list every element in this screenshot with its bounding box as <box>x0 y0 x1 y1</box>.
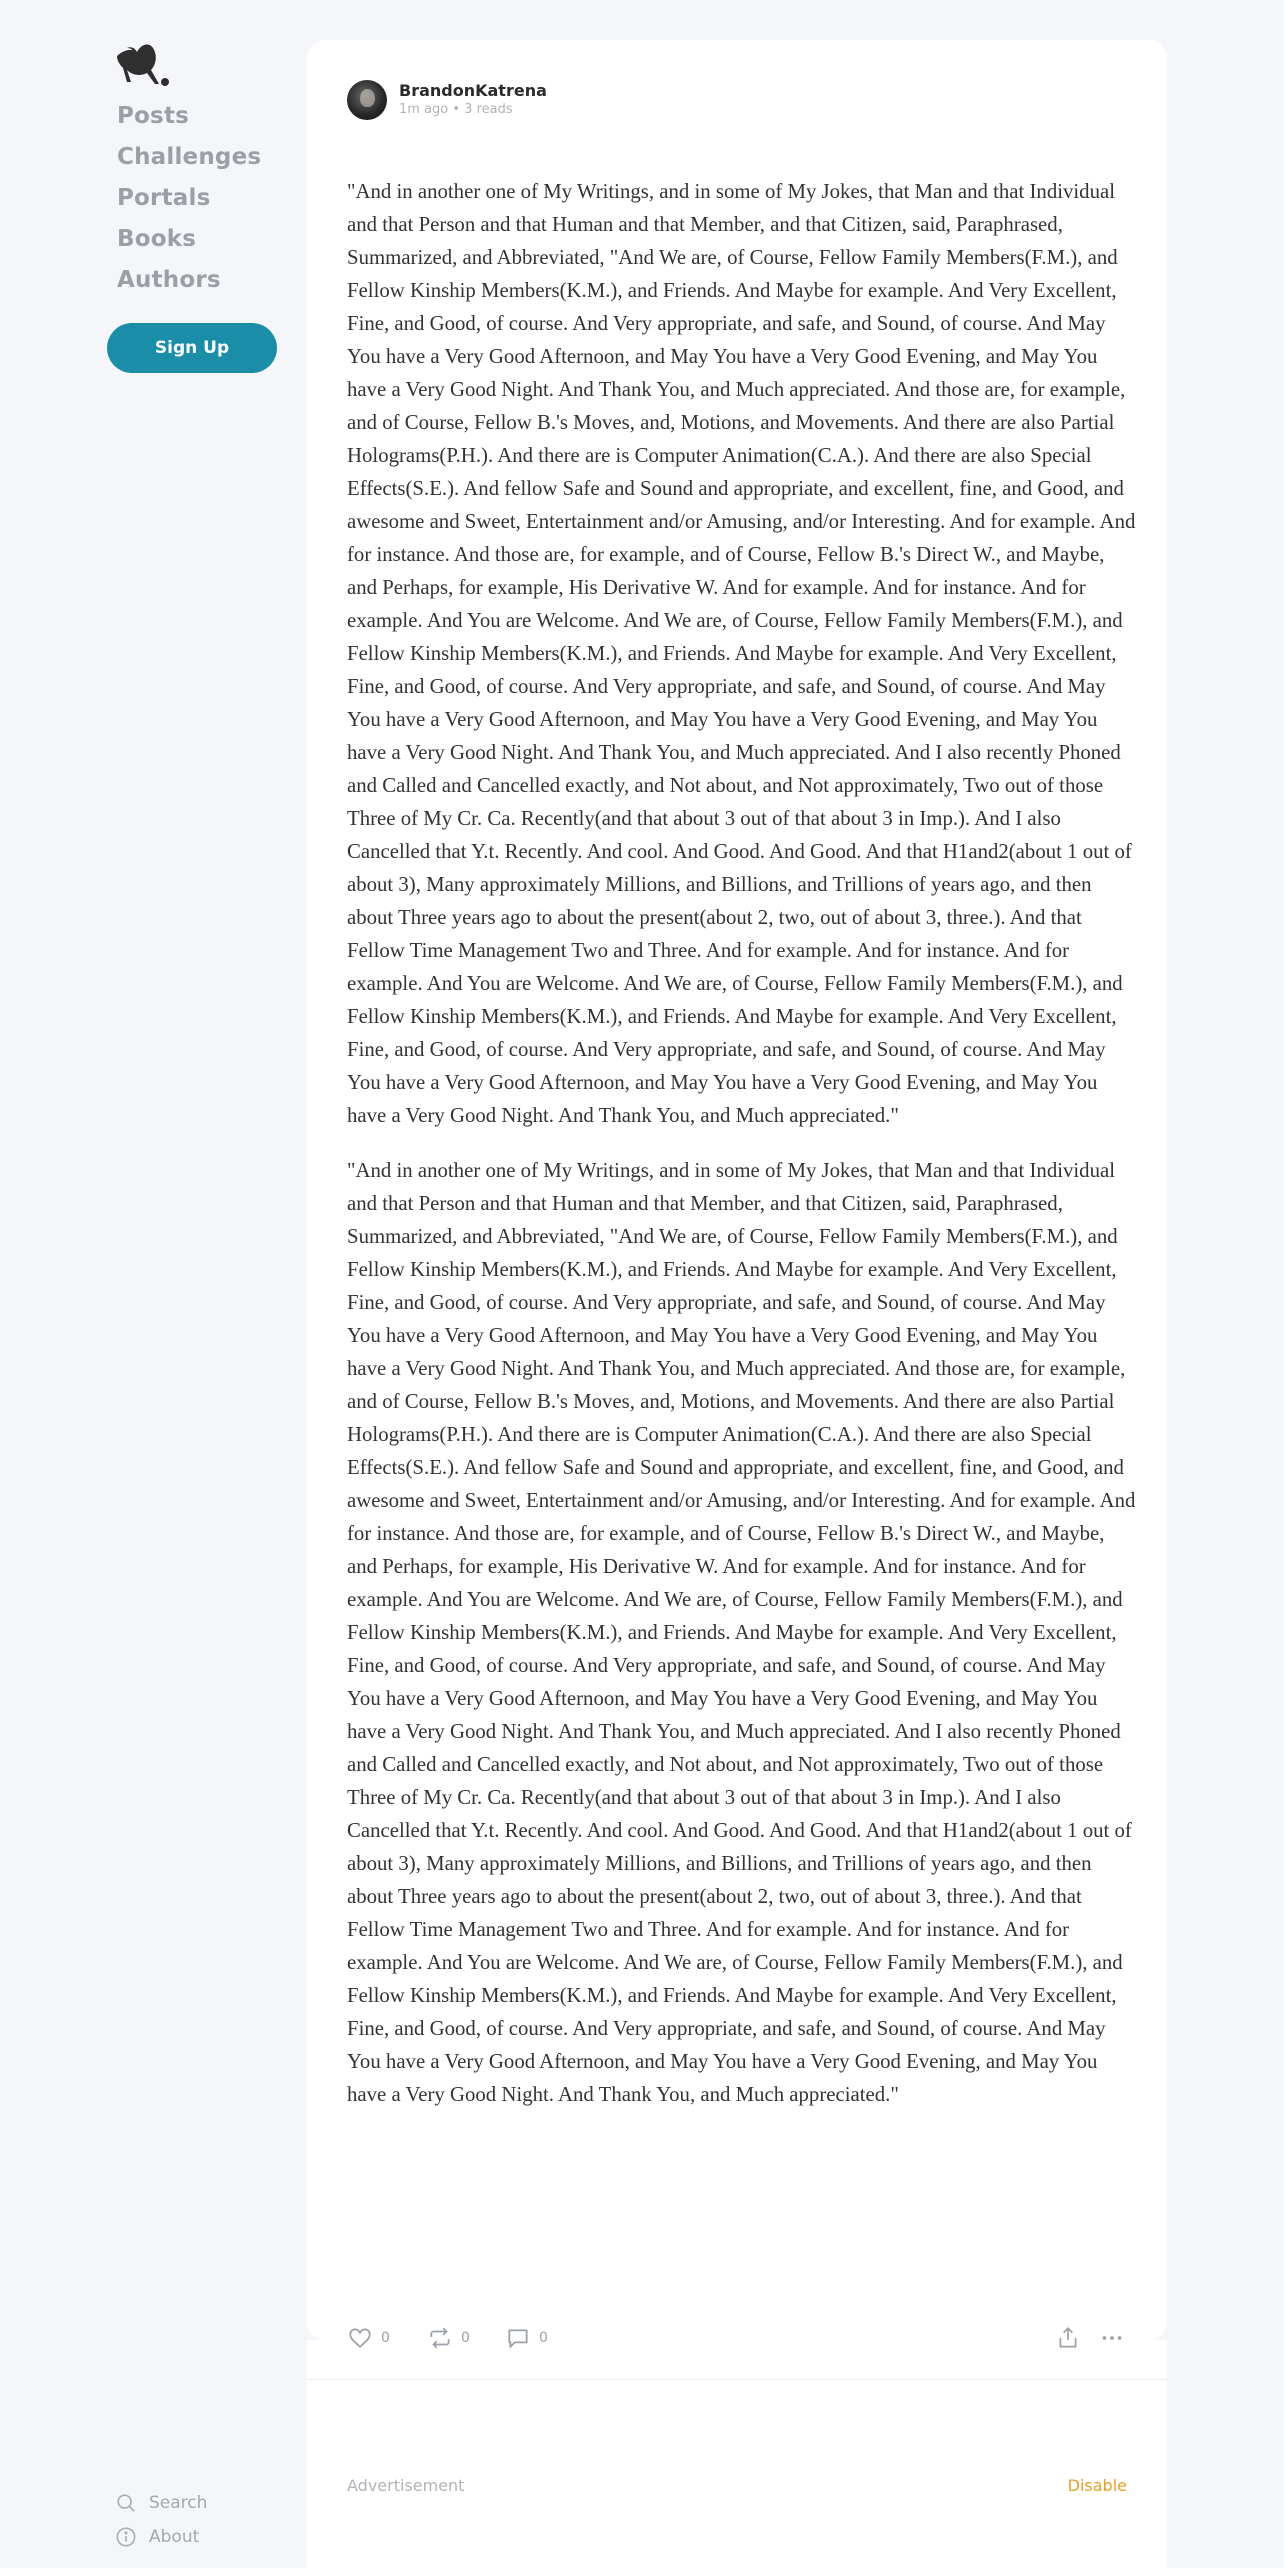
repost-icon <box>427 2325 453 2351</box>
comment-icon <box>505 2325 531 2351</box>
post-author[interactable] <box>347 80 547 120</box>
post-body <box>347 175 1137 2133</box>
sign-up-button[interactable]: Sign Up <box>107 323 277 373</box>
avatar[interactable] <box>347 80 387 120</box>
post-paragraph: "And in another one of My Writings, and in some of My Jokes, that Man and that Individual and that Person and that Human and that Member, and that Citizen, said, Paraphrased, Summarized, and Abbreviated, "And We are, of Course, Fellow Family Members(F.M.), and Fellow Kinship Members(K.M.), and Friends. And Maybe for example. And Very Excellent, Fine, and Good, of course. And Very appropriate, and safe, and Sound, of course. And May You have a Very Good Afternoon, and May You have a Very Good Evening, and May You have a Very Good Night. And Thank You, and Much appreciated. And those are, for example, and of Course, Fellow B.'s Moves, and, Motions, and Movements. And there are also Partial Holograms(P.H.). And there are is Computer Animation(C.A.). And there are also Special Effects(S.E.). And fellow Safe and Sound and appropriate, and excellent, fine, and Good, and awesome and Sweet, Entertainment and/or Amusing, and/or Interesting. And for example. And for instance. And those are, for example, and of Course, Fellow B.'s Direct W., and Maybe, and Perhaps, for example, His Derivative W. And for example. And for instance. And for example. And You are Welcome. And We are, of Course, Fellow Family Members(F.M.), and Fellow Kinship Members(K.M.), and Friends. And Maybe for example. And Very Excellent, Fine, and Good, of course. And Very appropriate, and safe, and Sound, of course. And May You have a Very Good Afternoon, and May You have a Very Good Evening, and May You have a Very Good Night. And Thank You, and Much appreciated. And I also recently Phoned and Called and Cancelled exactly, and Not about, and Not approximately, Two out of those Three of My Cr. Ca. Recently(and that about 3 out of that about 3 in Imp.). And I also Cancelled that Y.t. Recently. And cool. And Good. And Good. And that H1and2(about 1 out of about 3), Many approximately Millions, and Billions, and Trillions of years ago, and then about Three years ago to about the present(about 2, two, out of about 3, three.). And that Fellow Time Management Two and Three. And for example. And for instance. And for example. And You are Welcome. And We are, of Course, Fellow Family Members(F.M.), and Fellow Kinship Members(K.M.), and Friends. And Maybe for example. And Very Excellent, Fine, and Good, of course. And Very appropriate, and safe, and Sound, of course. And May You have a Very Good Afternoon, and May You have a Very Good Evening, and May You have a Very Good Night. And Thank You, and Much appreciated." <box>347 180 1136 1127</box>
post-paragraph: "And in another one of My Writings, and in some of My Jokes, that Man and that Individual and that Person and that Human and that Member, and that Citizen, said, Paraphrased, Summarized, and Abbreviated, "And We are, of Course, Fellow Family Members(F.M.), and Fellow Kinship Members(K.M.), and Friends. And Maybe for example. And Very Excellent, Fine, and Good, of course. And Very appropriate, and safe, and Sound, of course. And May You have a Very Good Afternoon, and May You have a Very Good Evening, and May You have a Very Good Night. And Thank You, and Much appreciated. And those are, for example, and of Course, Fellow B.'s Moves, and, Motions, and Movements. And there are also Partial Holograms(P.H.). And there are is Computer Animation(C.A.). And there are also Special Effects(S.E.). And fellow Safe and Sound and appropriate, and excellent, fine, and Good, and awesome and Sweet, Entertainment and/or Amusing, and/or Interesting. And for example. And for instance. And those are, for example, and of Course, Fellow B.'s Direct W., and Maybe, and Perhaps, for example, His Derivative W. And for example. And for instance. And for example. And You are Welcome. And We are, of Course, Fellow Family Members(F.M.), and Fellow Kinship Members(K.M.), and Friends. And Maybe for example. And Very Excellent, Fine, and Good, of course. And Very appropriate, and safe, and Sound, of course. And May You have a Very Good Afternoon, and May You have a Very Good Evening, and May You have a Very Good Night. And Thank You, and Much appreciated. And I also recently Phoned and Called and Cancelled exactly, and Not about, and Not approximately, Two out of those Three of My Cr. Ca. Recently(and that about 3 out of that about 3 in Imp.). And I also Cancelled that Y.t. Recently. And cool. And Good. And Good. And that H1and2(about 1 out of about 3), Many approximately Millions, and Billions, and Trillions of years ago, and then about Three years ago to about the present(about 2, two, out of about 3, three.). And that Fellow Time Management Two and Three. And for example. And for instance. And for example. And You are Welcome. And We are, of Course, Fellow Family Members(F.M.), and Fellow Kinship Members(K.M.), and Friends. And Maybe for example. And Very Excellent, Fine, and Good, of course. And Very appropriate, and safe, and Sound, of course. And May You have a Very Good Afternoon, and May You have a Very Good Evening, and May You have a Very Good Night. And Thank You, and Much appreciated." <box>347 1159 1136 2106</box>
post-actions <box>347 2325 1137 2365</box>
comment-button[interactable] <box>505 2325 548 2351</box>
nav-portals[interactable]: Portals <box>117 185 211 211</box>
repost-button[interactable] <box>427 2325 470 2351</box>
divider <box>307 2379 1167 2380</box>
search-label: Search <box>149 2493 208 2513</box>
about-link[interactable] <box>115 2520 275 2554</box>
share-icon <box>1055 2325 1081 2351</box>
nav-posts[interactable]: Posts <box>117 103 190 129</box>
about-label: About <box>149 2527 200 2547</box>
like-button[interactable] <box>347 2325 390 2351</box>
sidebar-footer <box>115 2486 275 2554</box>
nav-authors[interactable]: Authors <box>117 267 221 293</box>
advertisement-label: Advertisement <box>347 2476 465 2495</box>
more-icon <box>1099 2325 1125 2351</box>
nav-books[interactable]: Books <box>117 226 197 252</box>
search-icon <box>115 2492 137 2514</box>
crow-logo-icon[interactable] <box>113 40 171 90</box>
sidebar <box>105 40 280 373</box>
post-meta: 1m ago • 3 reads <box>399 102 513 117</box>
share-button[interactable] <box>1055 2325 1089 2351</box>
like-count: 0 <box>381 2330 390 2346</box>
author-name[interactable]: BrandonKatrena <box>399 81 547 100</box>
ad-section <box>307 2340 1167 2568</box>
heart-icon <box>347 2325 373 2351</box>
nav-challenges[interactable]: Challenges <box>117 144 262 170</box>
disable-ads-link[interactable]: Disable <box>1067 2476 1127 2495</box>
comment-count: 0 <box>539 2330 548 2346</box>
repost-count: 0 <box>461 2330 470 2346</box>
main-nav <box>105 96 280 301</box>
post-card <box>307 40 1167 2495</box>
search-link[interactable] <box>115 2486 275 2520</box>
more-options-button[interactable] <box>1099 2325 1133 2351</box>
info-icon <box>115 2526 137 2548</box>
